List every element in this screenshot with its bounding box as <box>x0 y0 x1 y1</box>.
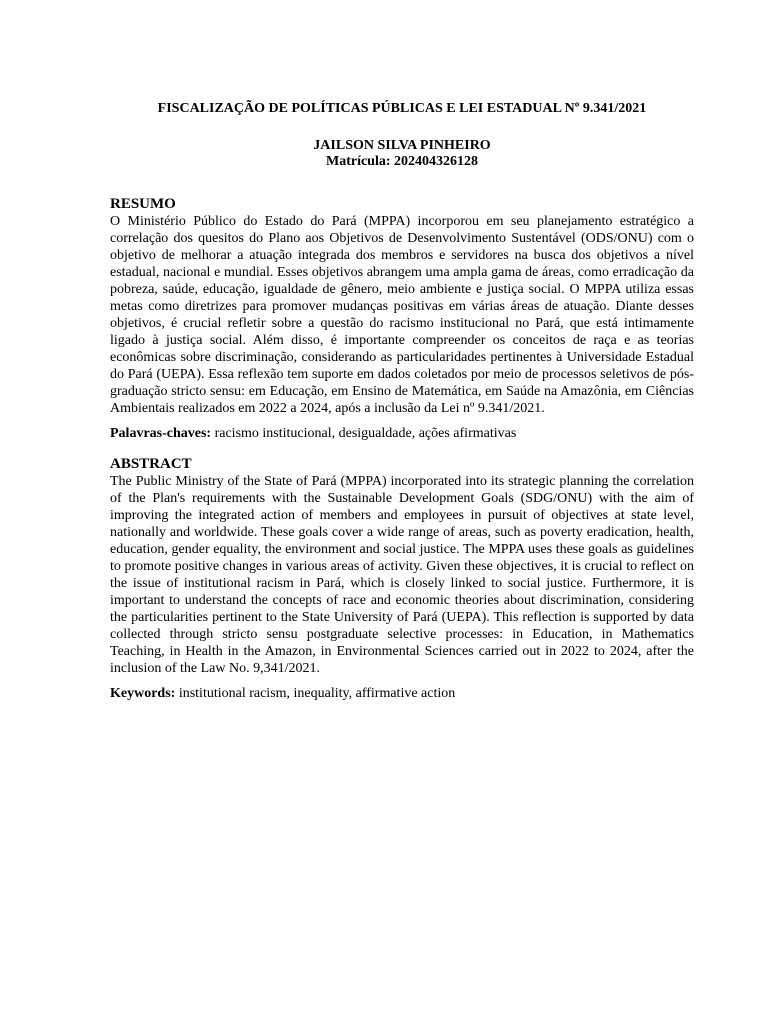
abstract-keywords <box>110 685 694 702</box>
abstract-heading: ABSTRACT <box>110 456 192 472</box>
resumo-heading: RESUMO <box>110 196 176 212</box>
author-name: JAILSON SILVA PINHEIRO <box>313 138 491 153</box>
resumo-keywords-label: Palavras-chaves: <box>110 426 212 441</box>
document-page <box>110 100 694 716</box>
resumo-keywords-list: racismo institucional, desigualdade, ações afirmativas <box>214 426 517 441</box>
abstract-keywords-label: Keywords: <box>110 686 176 701</box>
abstract-text: The Public Ministry of the State of Pará (MPPA) incorporated into its strategic planning the correlation of the Plan's requirements with the Sustainable Development Goals (SDG/ONU) with the aim of improving the integrated action of members and employees in pursuit of objectives at state level, nationally and worldwide. These goals cover a wide range of areas, such as poverty eradication, health, education, gender equality, the environment and social justice. The MPPA uses these goals as guidelines to promote positive changes in various areas of activity. Given these objectives, it is crucial to reflect on the issue of institutional racism in Pará, which is closely linked to social justice. Furthermore, it is important to understand the concepts of race and economic theories about discrimination, considering the particularities pertinent to the State University of Pará (UEPA). This reflection is supported by data collected through stricto sensu postgraduate selective processes: in Education, in Mathematics Teaching, in Health in the Amazon, in Environmental Sciences carried out in 2022 to 2024, after the inclusion of the Law No. 9,341/2021. <box>110 474 694 676</box>
registration-number: Matrícula: 202404326128 <box>325 154 479 169</box>
author-block <box>110 138 694 170</box>
abstract-keywords-list: institutional racism, inequality, affirmative action <box>178 686 456 701</box>
resumo-keywords <box>110 425 694 442</box>
resumo-text: O Ministério Público do Estado do Pará (MPPA) incorporou em seu planejamento estratégico a correlação dos quesitos do Plano aos Objetivos de Desenvolvimento Sustentável (ODS/ONU) com o objetivo de melhorar a atuação integrada dos membros e servidores na busca dos objetivos a nível estadual, nacional e mundial. Esses objetivos abrangem uma ampla gama de áreas, como erradicação da pobreza, saúde, educação, igualdade de gênero, meio ambiente e justiça social. O MPPA utiliza essas metas como diretrizes para promover mudanças positivas em várias áreas de atuação. Diante desses objetivos, é crucial refletir sobre a questão do racismo institucional no Pará, que está intimamente ligado à justiça social. Além disso, é importante compreender os conceitos de raça e as teorias econômicas sobre discriminação, considerando as particularidades pertinentes à Universidade Estadual do Pará (UEPA). Essa reflexão tem suporte em dados coletados por meio de processos seletivos de pós-graduação stricto sensu: em Educação, em Ensino de Matemática, em Saúde na Amazônia, em Ciências Ambientais realizados em 2022 a 2024, após a inclusão da Lei nº 9.341/2021. <box>110 214 694 416</box>
document-title: FISCALIZAÇÃO DE POLÍTICAS PÚBLICAS E LEI ESTADUAL Nº 9.341/2021 <box>157 101 647 116</box>
